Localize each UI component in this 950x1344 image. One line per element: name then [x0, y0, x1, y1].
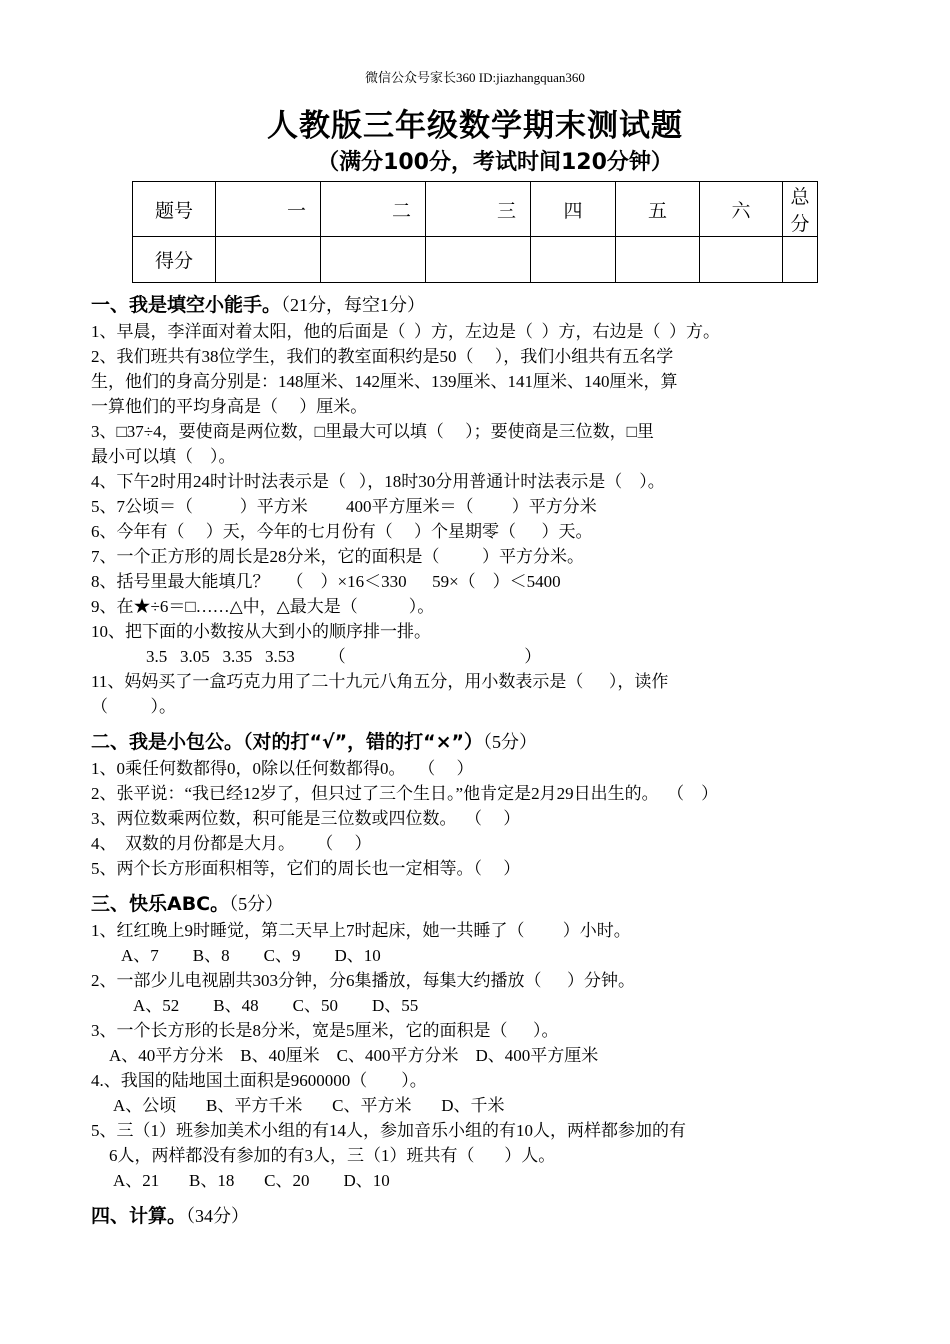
question-line: 10、把下面的小数按从大到小的顺序排一排。 [91, 622, 431, 641]
section-title: 一、我是填空小能手。 [91, 294, 282, 316]
question-line: 2、张平说：“我已经12岁了，但只过了三个生日。”他肯定是2月29日出生的。 （ ） [91, 784, 719, 803]
question-line: 1、0乘任何数都得0，0除以任何数都得0。 （ ） [91, 759, 474, 778]
score-cell-label: 题号 [133, 182, 216, 237]
exam-content [91, 286, 851, 1230]
score-table-header-row [133, 182, 818, 237]
question-line: 2、一部少儿电视剧共303分钟，分6集播放，每集大约播放（ ）分钟。 [91, 971, 635, 990]
score-cell-q5: 五 [616, 182, 700, 237]
score-row-label: 得分 [133, 237, 216, 283]
exam-subtitle: （满分100分，考试时间120分钟） [317, 150, 673, 175]
question-line: 8、括号里最大能填几？ （ ）×16＜330 59×（ ）＜5400 [91, 572, 561, 591]
exam-title: 人教版三年级数学期末测试题 [267, 108, 683, 144]
section-heading [91, 291, 851, 319]
question-line: 最小可以填（ ）。 [91, 447, 236, 466]
score-cell-q1: 一 [216, 182, 321, 237]
score-cell-q4: 四 [531, 182, 616, 237]
score-cell-total: 总分 [783, 182, 818, 237]
question-line: 3.5 3.05 3.35 3.53 （ ） [146, 647, 542, 666]
question-line: 4、下午2时用24时计时法表示是（ ），18时30分用普通计时法表示是（ ）。 [91, 472, 665, 491]
score-table [132, 181, 818, 283]
question-line: 6、今年有（ ）天，今年的七月份有（ ）个星期零（ ）天。 [91, 522, 593, 541]
header-note: 微信公众号家长360 ID:jiazhangquan360 [365, 70, 585, 85]
answer-options: A、21 B、18 C、20 D、10 [113, 1171, 390, 1190]
question-line: （ ）。 [91, 697, 176, 716]
question-line: 5、两个长方形面积相等，它们的周长也一定相等。（ ） [91, 859, 521, 878]
section-heading [91, 890, 851, 918]
question-line: 5、7公顷＝（ ）平方米 400平方厘米＝（ ）平方分米 [91, 497, 597, 516]
question-line: 9、在★÷6＝□……△中，△最大是（ ）。 [91, 597, 435, 616]
question-line: 2、我们班共有38位学生，我们的教室面积约是50（ ），我们小组共有五名学 [91, 347, 674, 366]
section-title: 三、快乐ABC。 [91, 893, 230, 915]
score-input-q6[interactable] [700, 237, 783, 283]
question-line: 1、早晨，李洋面对着太阳，他的后面是（ ）方，左边是（ ）方，右边是（ ）方。 [91, 322, 720, 341]
section-points: （5分） [483, 732, 538, 752]
section-heading [91, 728, 851, 756]
score-input-q4[interactable] [531, 237, 616, 283]
score-cell-q3: 三 [426, 182, 531, 237]
answer-options: A、7 B、8 C、9 D、10 [121, 946, 381, 965]
score-input-q5[interactable] [616, 237, 700, 283]
score-table-score-row [133, 237, 818, 283]
score-input-q1[interactable] [216, 237, 321, 283]
question-line: 6人，两样都没有参加的有3人，三（1）班共有（ ）人。 [109, 1146, 556, 1165]
answer-options: A、40平方分米 B、40厘米 C、400平方分米 D、400平方厘米 [109, 1046, 599, 1065]
question-line: 3、□37÷4，要使商是两位数，□里最大可以填（ ）；要使商是三位数，□里 [91, 422, 654, 441]
answer-options: A、52 B、48 C、50 D、55 [133, 996, 419, 1015]
score-cell-q6: 六 [700, 182, 783, 237]
score-cell-q2: 二 [321, 182, 426, 237]
question-line: 7、一个正方形的周长是28分米，它的面积是（ ）平方分米。 [91, 547, 584, 566]
score-input-q2[interactable] [321, 237, 426, 283]
question-line: 3、一个长方形的长是8分米，宽是5厘米，它的面积是（ ）。 [91, 1021, 559, 1040]
section-points: （5分） [229, 894, 284, 914]
section-points: （34分） [186, 1206, 250, 1226]
section-title: 四、计算。 [91, 1205, 187, 1227]
question-line: 11、妈妈买了一盒巧克力用了二十九元八角五分，用小数表示是（ ），读作 [91, 672, 669, 691]
question-line: 一算他们的平均身高是（ ）厘米。 [91, 397, 368, 416]
score-input-total[interactable] [783, 237, 818, 283]
question-line: 4、 双数的月份都是大月。 （ ） [91, 834, 372, 853]
question-line: 3、两位数乘两位数，积可能是三位数或四位数。 （ ） [91, 809, 521, 828]
question-line: 生，他们的身高分别是：148厘米、142厘米、139厘米、141厘米、140厘米，算 [91, 372, 678, 391]
section-title: 二、我是小包公。（对的打“√”，错的打“×”） [91, 731, 484, 753]
question-line: 5、三（1）班参加美术小组的有14人，参加音乐小组的有10人，两样都参加的有 [91, 1121, 686, 1140]
answer-options: A、公顷 B、平方千米 C、平方米 D、千米 [113, 1096, 505, 1115]
question-line: 1、红红晚上9时睡觉，第二天早上7时起床，她一共睡了（ ）小时。 [91, 921, 631, 940]
section-points: （21分，每空1分） [281, 295, 426, 315]
section-heading [91, 1202, 851, 1230]
score-input-q3[interactable] [426, 237, 531, 283]
question-line: 4.、我国的陆地国土面积是9600000（ ）。 [91, 1071, 427, 1090]
